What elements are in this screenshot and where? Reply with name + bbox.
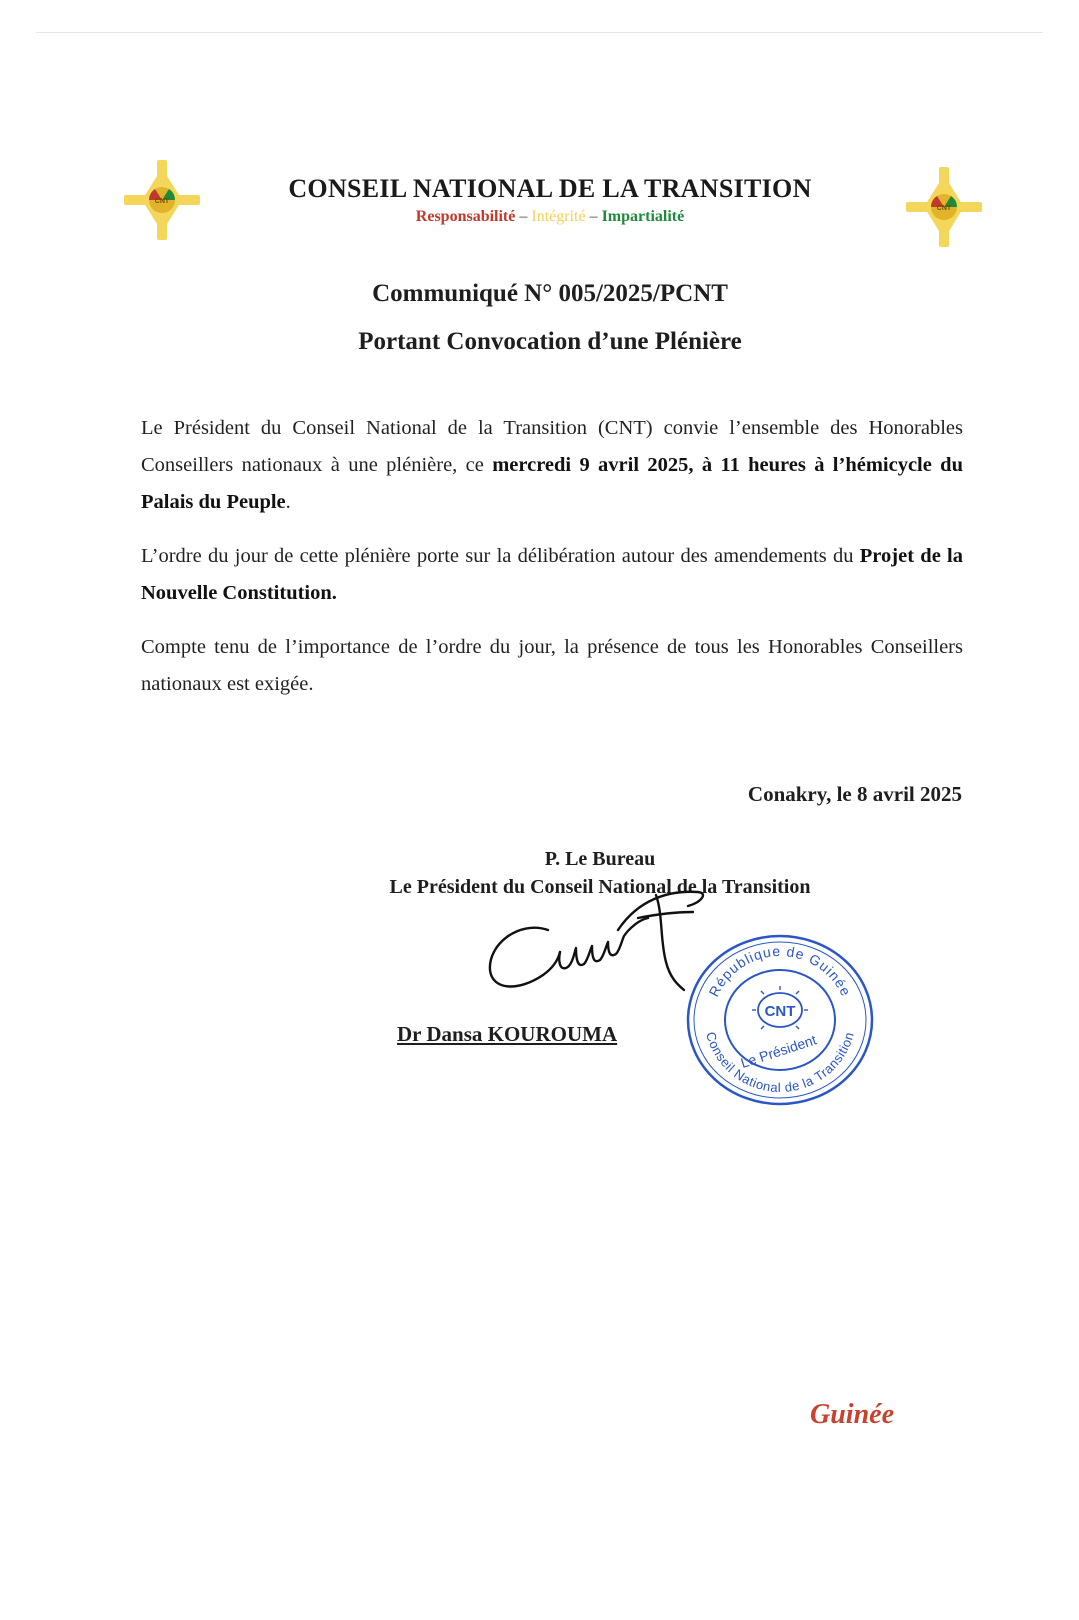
- motto-responsabilite: Responsabilité: [415, 208, 516, 225]
- official-stamp: [684, 932, 876, 1108]
- motto-integrite: Intégrité: [531, 208, 586, 225]
- top-divider: [36, 32, 1043, 33]
- brand-logo-text: Guinée: [810, 1399, 894, 1430]
- paragraph-1: [141, 410, 963, 521]
- stamp-center-text: CNT: [764, 1003, 796, 1020]
- svg-text:Conseil National de la Transit: [703, 1030, 857, 1095]
- paragraph-2: [141, 538, 963, 612]
- cnt-emblem-right: [906, 167, 982, 247]
- stamp-top-arc: République de Guinée: [705, 942, 855, 1000]
- motto-separator-1: –: [515, 208, 532, 225]
- paragraph-1-text: Le Président du Conseil National de la Transition (CNT) convie l’ensemble des Honorables Conseillers nationaux à une plénière, ce: [141, 417, 963, 476]
- stamp-title: Le Président: [738, 1031, 819, 1071]
- stamp-bottom-arc: Conseil National de la Transition: [702, 1029, 857, 1096]
- paragraph-2-text: L’ordre du jour de cette plénière porte sur la délibération autour des amendements du: [141, 545, 860, 567]
- emblem-text-right: CNT: [936, 205, 952, 212]
- agenda-item: Projet de la Nouvelle Constitution.: [141, 545, 964, 604]
- institution-motto: [200, 208, 900, 226]
- paragraph-1-end: .: [285, 491, 291, 513]
- meeting-date-time-place: mercredi 9 avril 2025, à 11 heures à l’hémicycle du Palais du Peuple: [141, 454, 963, 513]
- bureau-line: P. Le Bureau: [544, 848, 656, 870]
- communique-subject: Portant Convocation d’une Plénière: [358, 328, 742, 355]
- president-role: Le Président du Conseil National de la Transition: [389, 876, 811, 898]
- motto-separator-2: –: [585, 208, 602, 225]
- institution-title: CONSEIL NATIONAL DE LA TRANSITION: [288, 174, 812, 203]
- signatory-name: Dr Dansa KOUROUMA: [397, 1022, 618, 1046]
- communique-body: [141, 410, 963, 720]
- emblem-text-left: CNT: [154, 198, 170, 205]
- communique-number: Communiqué N° 005/2025/PCNT: [372, 280, 728, 307]
- paragraph-3: Compte tenu de l’importance de l’ordre du jour, la présence de tous les Honorables Conseillers nationaux est exigée.: [141, 636, 963, 695]
- place-and-date: Conakry, le 8 avril 2025: [747, 782, 962, 806]
- cnt-emblem-left: [124, 160, 200, 240]
- motto-impartialite: Impartialité: [601, 208, 685, 225]
- guinee-brand-logo: [808, 1393, 943, 1433]
